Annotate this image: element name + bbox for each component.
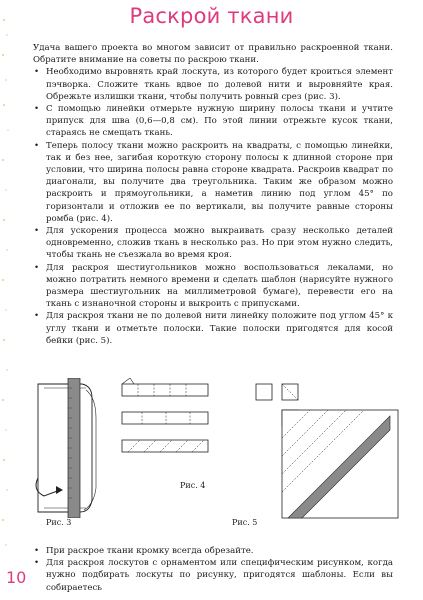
main-text: [33, 42, 393, 347]
figure-4-caption: Рис. 4: [180, 481, 206, 490]
figure-5-illustration: [280, 408, 402, 523]
list-item: • Для ускорения процесса можно выкраивать сразу несколько деталей одновременно, сложив ткань в несколько раз. Но при этом нужно следить, чтобы ткань не съезжала во время кроя.: [33, 225, 393, 262]
list-item: • Для раскроя ткани не по долевой нити линейку положите под углом 45° к углу ткани и отметьте полоски. Такие полоски пригодятся для косой бейки (рис. 5).: [33, 310, 393, 347]
figure-3-caption: Рис. 3: [46, 518, 72, 527]
list-item: • Для раскроя шестиугольников можно воспользоваться лекалами, но можно потратить немного времени и сделать шаблон (нарисуйте нужного размера шестиугольник на миллиметровой бумаге), перевести его на ткань с изнаночной стороны и выкроить с припусками.: [33, 262, 393, 311]
bottom-tips-list: [33, 545, 393, 594]
list-item: • При раскрое ткани кромку всегда обрезайте.: [33, 545, 393, 557]
figure-5-caption: Рис. 5: [232, 518, 258, 527]
figure-4-illustration: [118, 378, 228, 478]
page-number: 10: [6, 568, 27, 587]
list-item: • Теперь полосу ткани можно раскроить на квадраты, с помощью линейки, так и без нее, загибая короткую сторону полосы к длинной стороне при условии, что ширина полосы равна стороне квадрата. Раскроив квадрат по диагонали, вы получите два треугольника. Таким же образом можно раскроить и прямоугольники, а наметив линию под углом 45° по горизонтали и отложив ее по вертикали, вы получите равные стороны ромба (рис. 4).: [33, 140, 393, 225]
figures-area: [30, 378, 405, 530]
intro-paragraph: Удача вашего проекта во многом зависит от правильно раскроенной ткани. Обратите внимание на советы по раскрою ткани.: [33, 43, 393, 66]
bottom-text: [33, 545, 393, 594]
tips-list: [33, 66, 393, 347]
page-title: Раскрой ткани: [129, 4, 294, 28]
list-item: • С помощью линейки отмерьте нужную ширину полосы ткани и учтите припуск для шва (0,6—0,8 см). По этой линии отрежьте кусок ткани, стараясь не смещать ткань.: [33, 103, 393, 140]
figure-3-illustration: [30, 378, 110, 518]
list-item: • Для раскроя лоскутов с орнаментом или специфическим рисунком, когда нужно подбирать лоскуты по рисунку, пригодятся шаблоны. Если вы собираетесь: [33, 557, 393, 594]
list-item: • Необходимо выровнять край лоскута, из которого будет кроиться элемент пэчворка. Сложите ткань вдвое по долевой нити и выровняйте края. Обрежьте излишки ткани, чтобы получить ровный срез (рис. 3).: [33, 66, 393, 103]
dotted-margin-decoration: [0, 0, 12, 600]
